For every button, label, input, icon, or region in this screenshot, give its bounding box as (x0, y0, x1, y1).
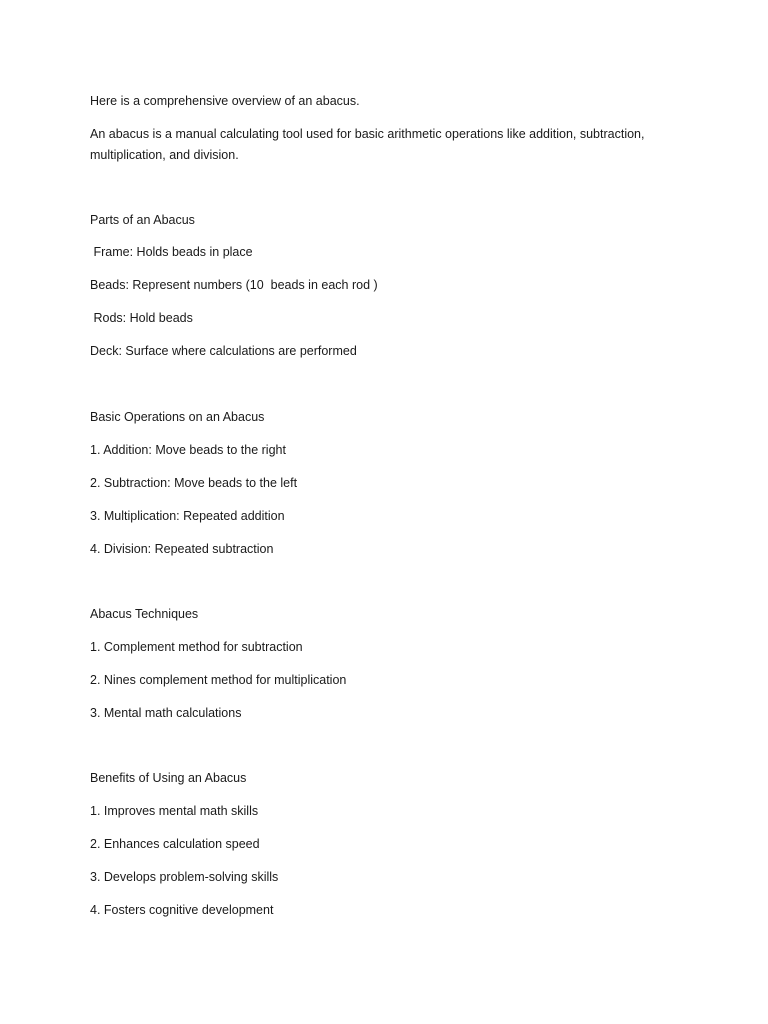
parts-item: Frame: Holds beads in place (90, 245, 253, 259)
parts-item: Beads: Represent numbers (10 beads in each rod ) (90, 278, 378, 292)
operations-heading: Basic Operations on an Abacus (90, 410, 265, 424)
benefits-item: 1. Improves mental math skills (90, 804, 259, 818)
techniques-heading: Abacus Techniques (90, 607, 199, 621)
parts-item: Rods: Hold beads (90, 311, 193, 325)
operations-item: 1. Addition: Move beads to the right (90, 443, 286, 457)
operations-item: 3. Multiplication: Repeated addition (90, 509, 285, 523)
parts-heading: Parts of an Abacus (90, 213, 195, 227)
benefits-item: 3. Develops problem-solving skills (90, 870, 279, 884)
definition-paragraph: An abacus is a manual calculating tool used for basic arithmetic operations like addition, subtraction, multiplication, and division. (90, 127, 648, 162)
techniques-item: 3. Mental math calculations (90, 706, 242, 720)
intro-paragraph: Here is a comprehensive overview of an abacus. (90, 94, 360, 108)
techniques-item: 1. Complement method for subtraction (90, 640, 303, 654)
benefits-heading: Benefits of Using an Abacus (90, 771, 247, 785)
benefits-item: 2. Enhances calculation speed (90, 837, 260, 851)
parts-item: Deck: Surface where calculations are performed (90, 344, 357, 358)
operations-item: 2. Subtraction: Move beads to the left (90, 476, 298, 490)
techniques-item: 2. Nines complement method for multiplication (90, 673, 347, 687)
operations-item: 4. Division: Repeated subtraction (90, 542, 274, 556)
benefits-item: 4. Fosters cognitive development (90, 903, 274, 917)
